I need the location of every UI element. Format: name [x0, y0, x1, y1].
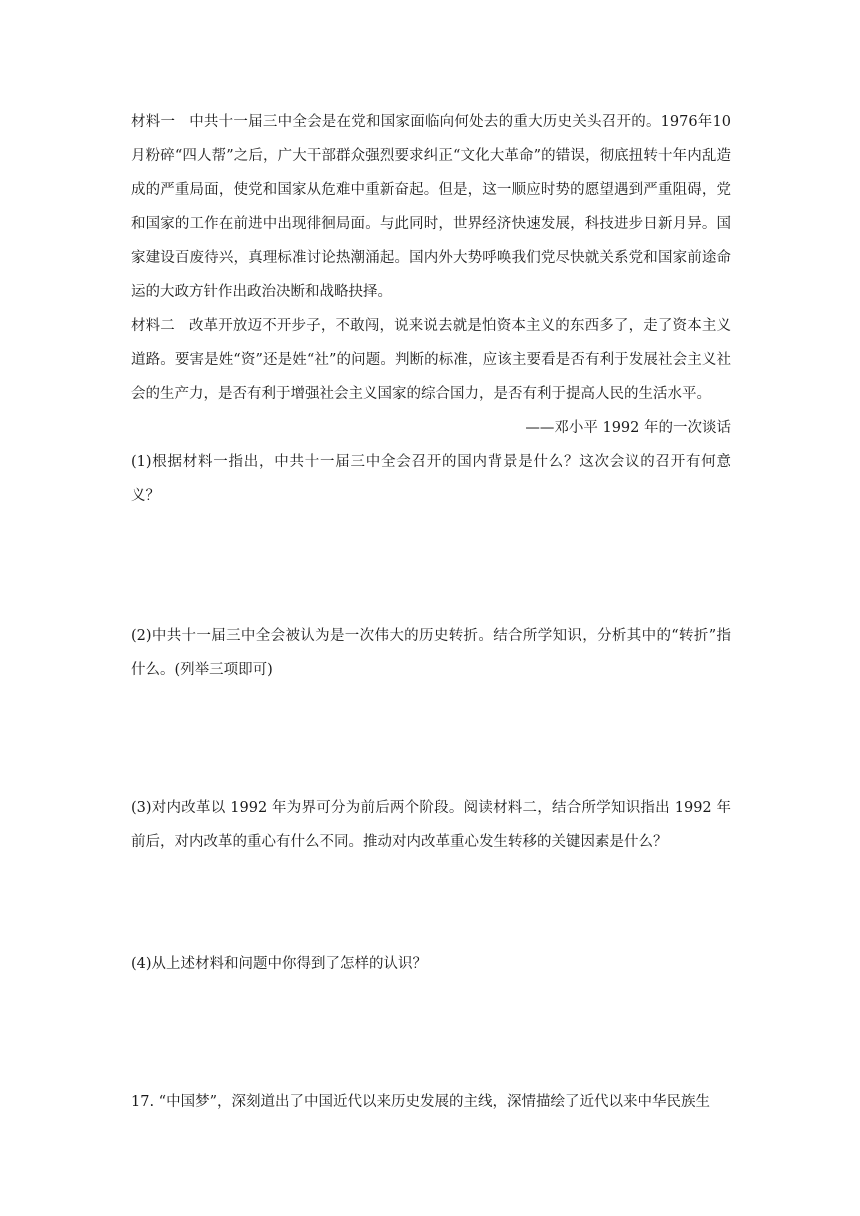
material-two	[131, 309, 731, 411]
material-two-source: ——邓小平 1992 年的一次谈话	[525, 420, 731, 436]
answer-space-4	[131, 981, 731, 1085]
question-2: (2)中共十一届三中全会被认为是一次伟大的历史转折。结合所学知识，分析其中的“转折”指什么。(列举三项即可)	[131, 628, 731, 678]
material-two-tag: 材料二	[131, 318, 175, 334]
document-page	[131, 105, 731, 1119]
question-3: (3)对内改革以 1992 年为界可分为前后两个阶段。阅读材料二，结合所学知识指出 1992 年前后，对内改革的重心有什么不同。推动对内改革重心发生转移的关键因素是什么？	[131, 800, 731, 850]
answer-space-2	[131, 687, 731, 791]
question-17-start: 17. “中国梦”，深刻道出了中国近代以来历史发展的主线，深情描绘了近代以来中华民族生	[131, 1094, 710, 1110]
material-one-text: 中共十一届三中全会是在党和国家面临向何处去的重大历史关头召开的。1976年10月粉碎“四人帮”之后，广大干部群众强烈要求纠正“文化大革命”的错误，彻底扭转十年内乱造成的严重局面，使党和国家从危难中重新奋起。但是，这一顺应时势的愿望遇到严重阻碍，党和国家的工作在前进中出现徘徊局面。与此同时，世界经济快速发展，科技进步日新月异。国家建设百废待兴，真理标准讨论热潮涌起。国内外大势呼唤我们党尽快就关系党和国家前途命运的大政方针作出政治决断和战略抉择。	[131, 114, 731, 300]
answer-space-3	[131, 859, 731, 947]
question-1: (1)根据材料一指出，中共十一届三中全会召开的国内背景是什么？这次会议的召开有何意义？	[131, 454, 731, 504]
material-two-text: 改革开放迈不开步子，不敢闯，说来说去就是怕资本主义的东西多了，走了资本主义道路。要害是姓“资”还是姓“社”的问题。判断的标准，应该主要看是否有利于发展社会主义社会的生产力，是否有利于增强社会主义国家的综合国力，是否有利于提高人民的生活水平。	[131, 318, 732, 402]
material-one	[131, 105, 731, 309]
material-one-tag: 材料一	[131, 114, 176, 130]
question-4: (4)从上述材料和问题中你得到了怎样的认识？	[131, 956, 428, 972]
answer-space-1	[131, 513, 731, 619]
